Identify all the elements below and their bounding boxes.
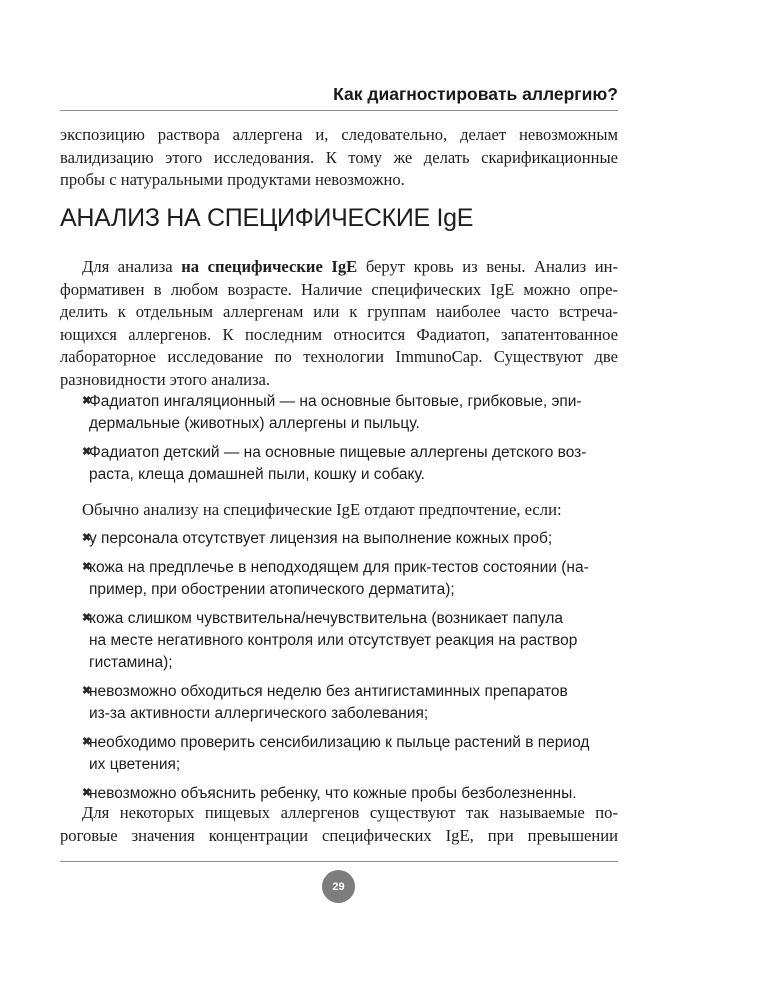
text-line: экспозицию раствора аллергена и, следовательно, делает невозможным <box>60 125 618 144</box>
cross-bullet-icon: ✖ <box>82 612 92 624</box>
text-line: ющихся аллергенов. К последним относится Фадиатоп, запатентованное <box>60 324 618 344</box>
list-item: ✖ невозможно объяснить ребенку, что кожные пробы безболезненны. <box>82 785 577 802</box>
cross-bullet-icon: ✖ <box>82 736 92 748</box>
footer-divider <box>60 861 618 862</box>
cross-bullet-icon: ✖ <box>82 395 92 407</box>
list-item: ✖ Фадиатоп ингаляционный — на основные бытовые, грибковые, эпи- дермальные (животных) аллергены и пыльцу. <box>82 393 582 432</box>
list-item: ✖ невозможно обходиться неделю без антигистаминных препаратов из-за активности аллергического заболевания; <box>82 683 568 722</box>
cross-bullet-icon: ✖ <box>82 446 92 458</box>
list-item: ✖ необходимо проверить сенсибилизацию к пыльце растений в период их цветения; <box>82 734 590 773</box>
cross-bullet-icon: ✖ <box>82 532 92 544</box>
text-line: валидизацию этого исследования. К тому же делать скарификационные <box>60 147 618 167</box>
cross-bullet-icon: ✖ <box>82 685 92 697</box>
cross-bullet-icon: ✖ <box>82 787 92 799</box>
running-head: Как диагностировать аллергию? <box>333 84 618 104</box>
text-line: делить к отдельным аллергенам или к группам наиболее часто встреча- <box>60 302 618 321</box>
text-line: пробы с натуральными продуктами невозможно. <box>60 170 405 189</box>
bold-term: на специфические IgE <box>181 257 358 276</box>
page-number-badge: 29 <box>322 870 355 903</box>
text-line: лабораторное исследование по технологии ImmunoCap. Существуют две <box>60 347 618 366</box>
section-title: АНАЛИЗ НА СПЕЦИФИЧЕСКИЕ IgE <box>60 204 474 232</box>
paragraph-preference <box>60 499 618 522</box>
list-item: ✖ кожа слишком чувствительна/нечувствительна (возникает папула на месте негативного контроля или отсутствует реакция на раствор гистамина); <box>82 610 578 671</box>
text-line: разновидности этого анализа. <box>60 369 271 389</box>
text-line: Для анализа на специфические IgE берут кровь из вены. Анализ ин- <box>82 257 618 276</box>
header-divider <box>60 110 618 111</box>
list-item: ✖ у персонала отсутствует лицензия на выполнение кожных проб; <box>82 530 553 547</box>
phadiatop-list <box>60 391 618 486</box>
text-line: роговые значения концентрации специфических IgE, при превышении <box>60 825 618 845</box>
text-line: Обычно анализу на специфические IgE отдают предпочтение, если: <box>82 500 562 519</box>
list-item: ✖ кожа на предплечье в неподходящем для прик-тестов состоянии (на- пример, при обострении атопического дерматита); <box>82 559 589 598</box>
paragraph-thresholds <box>60 802 618 847</box>
conditions-list <box>60 528 618 805</box>
cross-bullet-icon: ✖ <box>82 561 92 573</box>
text-line: Для некоторых пищевых аллергенов существуют так называемые по- <box>82 803 618 822</box>
paragraph-specific-ige <box>60 256 618 391</box>
intro-paragraph <box>60 124 618 192</box>
text-line: формативен в любом возрасте. Наличие специфических IgE можно опре- <box>60 279 618 299</box>
list-item: ✖ Фадиатоп детский — на основные пищевые аллергены детского воз- раста, клеща домашней пыли, кошку и собаку. <box>82 444 587 483</box>
